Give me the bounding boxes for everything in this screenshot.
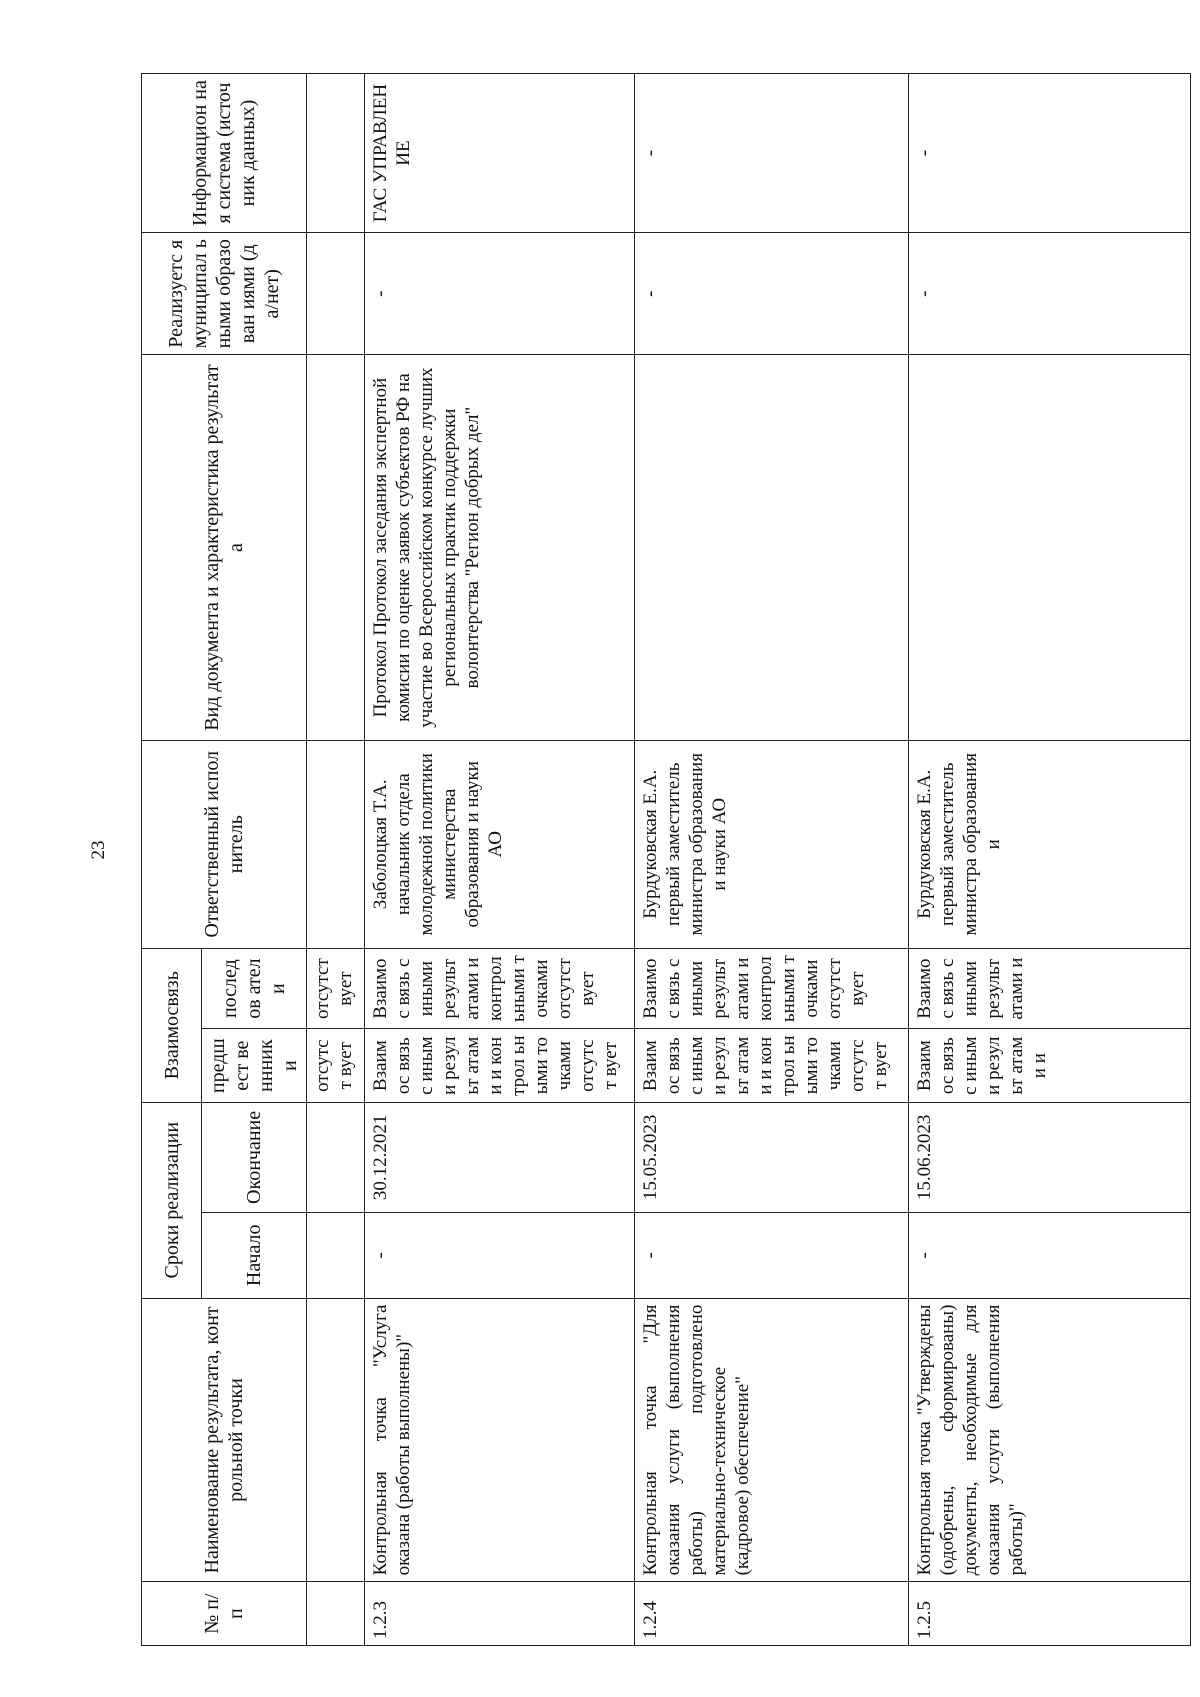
cell-name: Контрольная точка "Услуга оказана (работы выполнены)": [365, 1298, 635, 1582]
rotated-table-container: [141, 73, 1141, 1646]
cell-infosys: [307, 74, 365, 233]
cell-successors: Взаимос вязь с иными результ атами и контрол ьными точками отсутст вует: [635, 948, 909, 1029]
header-end: Окончание: [202, 1102, 307, 1212]
cell-predecessors: Взаимос вязь с иными результ атами и контрол ьными точками отсутст вует: [635, 1029, 909, 1102]
cell-num: 1.2.3: [365, 1582, 635, 1646]
cell-predecessors: Взаимос вязь с иными результ атами и: [909, 1029, 1191, 1102]
cell-start: [307, 1212, 365, 1298]
cell-num: 1.2.5: [909, 1582, 1191, 1646]
cell-start: -: [365, 1212, 635, 1298]
cell-end: [307, 1102, 365, 1212]
header-successors: последов атели: [202, 948, 307, 1029]
cell-successors: отсутст вует: [307, 948, 365, 1029]
cell-name: Контрольная точка "Утверждены (одобрены, сформированы) документы, необходимые для оказания услуги (выполнения работы)": [909, 1298, 1191, 1582]
cell-successors: Взаимос вязь с иными результ атами и: [909, 948, 1191, 1029]
cell-municipal: -: [909, 233, 1191, 355]
table-row: [365, 74, 635, 1646]
cell-infosys: -: [909, 74, 1191, 233]
cell-name: [307, 1298, 365, 1582]
header-relation: Взаимосвязь: [142, 948, 202, 1102]
header-row-1: [142, 74, 202, 1646]
header-name: Наименование результата, контрольной точки: [142, 1298, 307, 1582]
cell-municipal: [307, 233, 365, 355]
table-row: [307, 74, 365, 1646]
header-num: № п/п: [142, 1582, 307, 1646]
cell-responsible: Бурдуковская Е.А. первый заместитель министра образования и науки АО: [635, 740, 909, 948]
results-table: [141, 73, 1191, 1646]
cell-predecessors: Взаимос вязь с иными результ атами и контрол ьными точками отсутст вует: [365, 1029, 635, 1102]
table-row: [635, 74, 909, 1646]
cell-num: 1.2.4: [635, 1582, 909, 1646]
cell-end: 30.12.2021: [365, 1102, 635, 1212]
cell-municipal: -: [365, 233, 635, 355]
cell-infosys: ГАС УПРАВЛЕН ИЕ: [365, 74, 635, 233]
header-infosys: Информацион ная система (источник данных): [142, 74, 307, 233]
cell-responsible: Заболоцкая Т.А. начальник отдела молодежной политики министерства образования и науки АО: [365, 740, 635, 948]
cell-predecessors: отсутст вует: [307, 1029, 365, 1102]
cell-responsible: [307, 740, 365, 948]
cell-doc: [909, 355, 1191, 740]
cell-doc: Протокол Протокол заседания экспертной комисии по оценке заявок субъектов РФ на участие во Всероссийском конкурсе лучших региональных практик поддержки волонтерства "Регион добрых дел": [365, 355, 635, 740]
header-terms: Сроки реализации: [142, 1102, 202, 1298]
page-content: [141, 73, 1141, 1646]
cell-name: Контрольная точка "Для оказания услуги (выполнения работы) подготовлено материально-техническое (кадровое) обеспечение": [635, 1298, 909, 1582]
cell-municipal: -: [635, 233, 909, 355]
header-start: Начало: [202, 1212, 307, 1298]
table-row: [909, 74, 1191, 1646]
cell-doc: [307, 355, 365, 740]
cell-start: -: [635, 1212, 909, 1298]
cell-end: 15.06.2023: [909, 1102, 1191, 1212]
page-number: 23: [88, 840, 109, 860]
cell-end: 15.05.2023: [635, 1102, 909, 1212]
header-doc: Вид документа и характеристика результата: [142, 355, 307, 740]
cell-infosys: -: [635, 74, 909, 233]
header-municipal: Реализуетс я муниципал ьными образован иями (да/нет): [142, 233, 307, 355]
header-predecessors: предшест веннники: [202, 1029, 307, 1102]
cell-successors: Взаимос вязь с иными результ атами и контрол ьными точками отсутст вует: [365, 948, 635, 1029]
cell-responsible: Бурдуковская Е.А. первый заместитель министра образования и: [909, 740, 1191, 948]
header-responsible: Ответственный исполнитель: [142, 740, 307, 948]
cell-start: -: [909, 1212, 1191, 1298]
cell-doc: [635, 355, 909, 740]
cell-num: [307, 1582, 365, 1646]
